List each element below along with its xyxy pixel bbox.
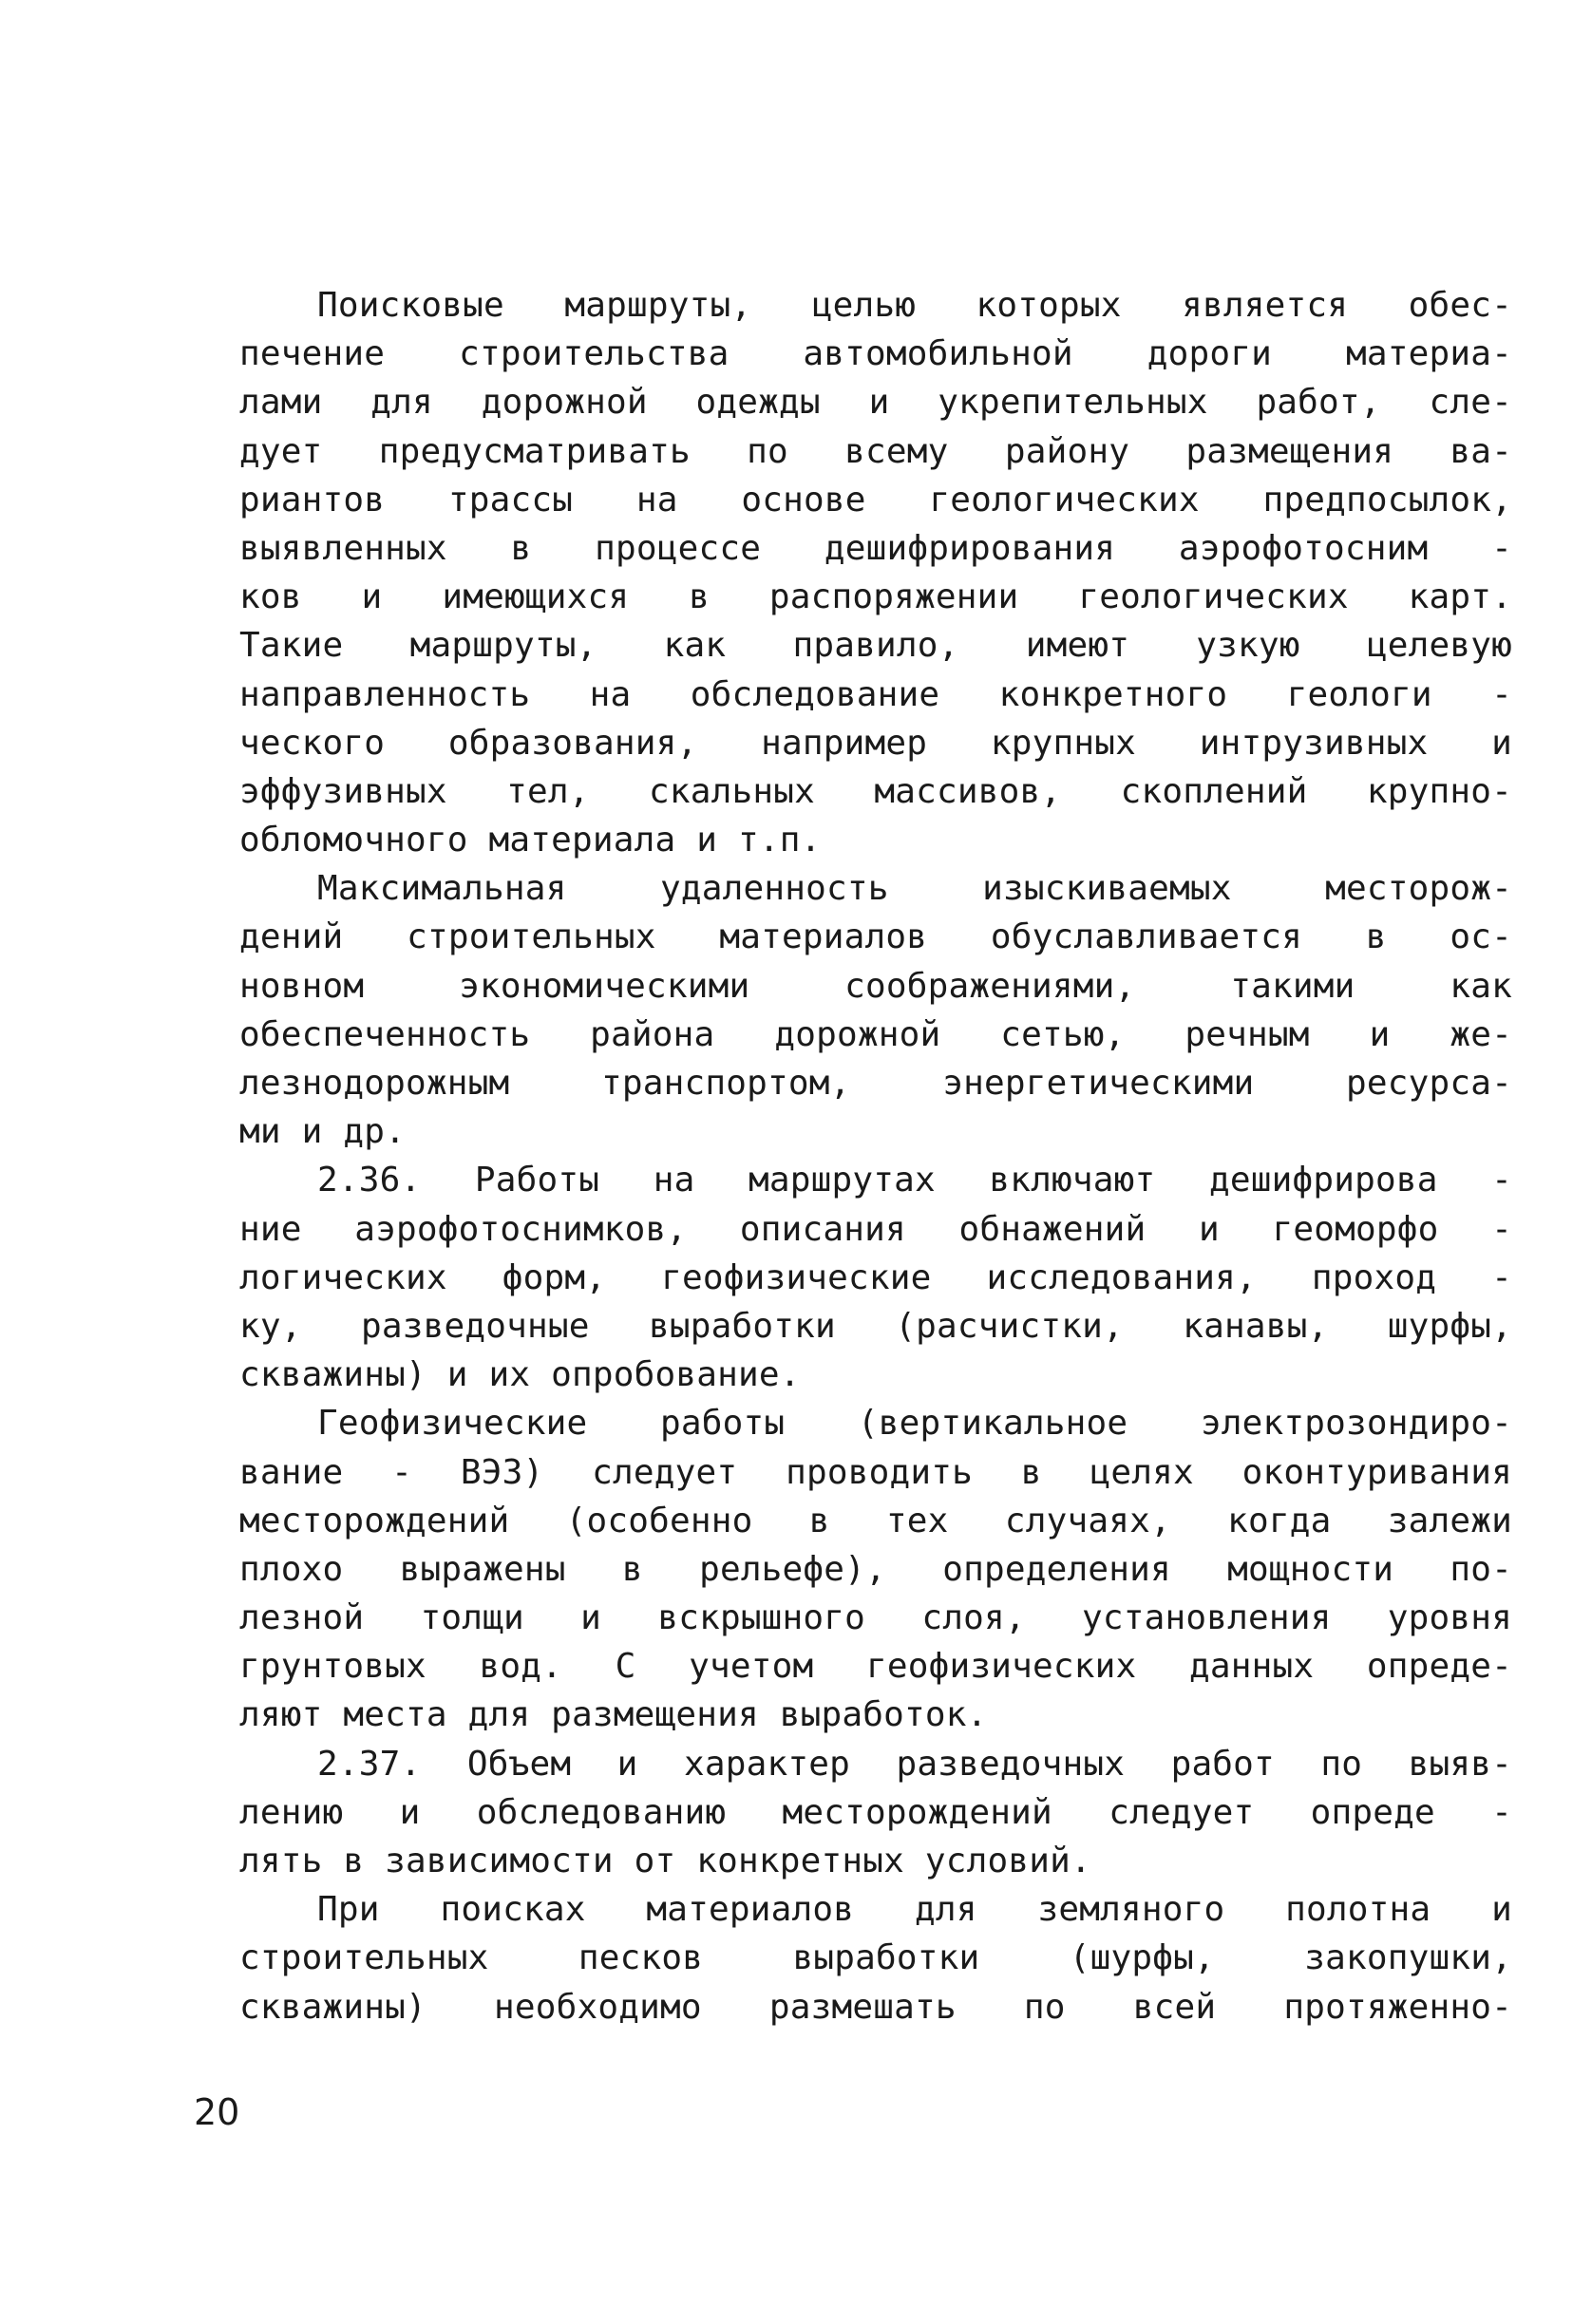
text-line: ние аэрофотоснимков, описания обнажений и геоморфо -: [239, 1209, 1512, 1249]
text-line: вание - ВЭЗ) следует проводить в целях оконтуривания: [239, 1452, 1512, 1492]
text-line: грунтовых вод. С учетом геофизических данных опреде-: [239, 1647, 1512, 1687]
text-line: обеспеченность района дорожной сетью, речным и же-: [239, 1014, 1512, 1054]
text-line: Геофизические работы (вертикальное электрозондиро-: [317, 1404, 1512, 1444]
text-line: 2.37. Объем и характер разведочных работ по выяв-: [317, 1744, 1512, 1784]
text-line: 2.36. Работы на маршрутах включают дешифрирова -: [317, 1161, 1512, 1200]
text-line: ков и имеющихся в распоряжении геологических карт.: [239, 577, 1512, 617]
page-number: 20: [194, 2091, 240, 2133]
text-line: лезной толщи и вскрышного слоя, установления уровня: [239, 1598, 1512, 1638]
text-line: логических форм, геофизические исследования, проход -: [239, 1257, 1512, 1297]
text-line: плохо выражены в рельефе), определения мощности по-: [239, 1549, 1512, 1589]
text-line: выявленных в процессе дешифрирования аэрофотосним -: [239, 528, 1512, 568]
text-line: риантов трассы на основе геологических предпосылок,: [239, 480, 1512, 520]
text-line: строительных песков выработки (шурфы, закопушки,: [239, 1938, 1512, 1978]
text-line: Максимальная удаленность изыскиваемых месторож-: [317, 869, 1512, 909]
text-line: эффузивных тел, скальных массивов, скоплений крупно-: [239, 771, 1512, 811]
text-line: ческого образования, например крупных интрузивных и: [239, 723, 1512, 763]
text-line: Поисковые маршруты, целью которых является обес-: [317, 286, 1512, 325]
text-line: печение строительства автомобильной дороги материа-: [239, 334, 1512, 374]
text-line: направленность на обследование конкретного геологи -: [239, 674, 1512, 714]
text-line: ляют места для размещения выработок.: [239, 1695, 988, 1735]
text-line: дует предусматривать по всему району размещения ва-: [239, 431, 1512, 471]
text-line: лами для дорожной одежды и укрепительных работ, сле-: [239, 383, 1512, 423]
text-line: ми и др.: [239, 1112, 406, 1152]
text-line: Такие маршруты, как правило, имеют узкую целевую: [239, 626, 1512, 666]
text-line: скважины) необходимо размешать по всей протяженно-: [239, 1987, 1512, 2027]
text-line: скважины) и их опробование.: [239, 1355, 801, 1395]
text-line: новном экономическими соображениями, такими как: [239, 966, 1512, 1006]
text-line: лению и обследованию месторождений следует опреде -: [239, 1792, 1512, 1832]
body-text: [239, 281, 1512, 2031]
text-line: дений строительных материалов обуславливается в ос-: [239, 917, 1512, 957]
text-line: лезнодорожным транспортом, энергетическими ресурса-: [239, 1064, 1512, 1103]
text-line: лять в зависимости от конкретных условий.: [239, 1842, 1091, 1880]
text-line: месторождений (особенно в тех случаях, когда залежи: [239, 1501, 1512, 1540]
text-line: обломочного материала и т.п.: [239, 821, 822, 860]
text-line: ку, разведочные выработки (расчистки, канавы, шурфы,: [239, 1306, 1512, 1346]
text-line: При поисках материалов для земляного полотна и: [317, 1890, 1512, 1930]
